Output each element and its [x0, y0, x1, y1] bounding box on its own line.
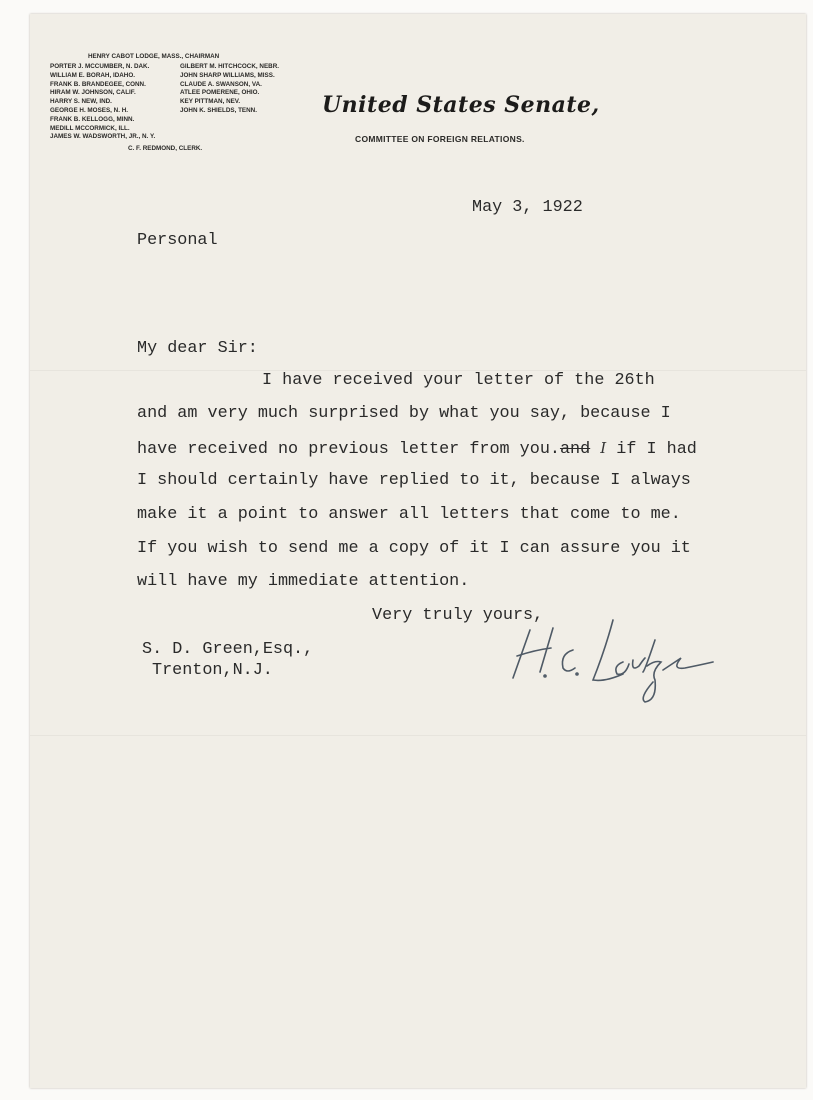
clerk: C. F. REDMOND, CLERK.: [128, 145, 203, 152]
body-line: I have received your letter of the 26th: [262, 371, 655, 390]
committee-member: PORTER J. MCCUMBER, N. DAK.: [50, 63, 150, 70]
body-line: and am very much surprised by what you say, because I: [137, 404, 671, 423]
body-line: have received no previous letter from you.: [137, 440, 560, 459]
line3-tail: if I had: [616, 440, 697, 459]
letterhead-subtitle: COMMITTEE ON FOREIGN RELATIONS.: [355, 134, 525, 144]
recipient-name: S. D. Green,Esq.,: [142, 640, 314, 659]
chairman: HENRY CABOT LODGE, MASS., CHAIRMAN: [88, 53, 220, 60]
body-line: I should certainly have replied to it, because I always: [137, 471, 691, 490]
committee-member: JAMES W. WADSWORTH, JR., N. Y.: [50, 133, 156, 141]
committee-member: KEY PITTMAN, NEV.: [180, 98, 241, 106]
members-left: [50, 63, 155, 142]
committee-member: FRANK B. BRANDEGEE, CONN.: [50, 80, 146, 88]
date: May 3, 1922: [472, 198, 583, 217]
committee-member: MEDILL MCCORMICK, ILL.: [50, 124, 130, 132]
committee-member: ATLEE POMERENE, OHIO.: [180, 89, 260, 97]
committee-member: GEORGE H. MOSES, N. H.: [50, 106, 129, 114]
body-line-3: [137, 438, 697, 460]
salutation: My dear Sir:: [137, 339, 258, 358]
committee-member: HIRAM W. JOHNSON, CALIF.: [50, 89, 136, 97]
fold-line: [30, 735, 806, 736]
handwritten-correction: I: [600, 439, 607, 457]
recipient-address: Trenton,N.J.: [152, 661, 273, 680]
committee-member: JOHN SHARP WILLIAMS, MISS.: [180, 71, 275, 79]
body-line: make it a point to answer all letters that come to me.: [137, 505, 681, 524]
body-line: If you wish to send me a copy of it I can assure you it: [137, 539, 691, 558]
closing: Very truly yours,: [372, 606, 544, 625]
members-right: [180, 63, 279, 116]
committee-member: HARRY S. NEW, IND.: [50, 98, 112, 106]
committee-member: GILBERT M. HITCHCOCK, NEBR.: [180, 63, 279, 70]
struck-word: and: [559, 440, 591, 459]
signature: [505, 610, 720, 710]
committee-member: JOHN K. SHIELDS, TENN.: [180, 106, 257, 114]
committee-member: FRANK B. KELLOGG, MINN.: [50, 115, 135, 123]
committee-member: CLAUDE A. SWANSON, VA.: [180, 80, 262, 88]
marking: Personal: [137, 231, 218, 250]
letterhead-title: United States Senate,: [322, 92, 600, 118]
committee-member: WILLIAM E. BORAH, IDAHO.: [50, 71, 136, 79]
body-line: will have my immediate attention.: [137, 572, 470, 591]
